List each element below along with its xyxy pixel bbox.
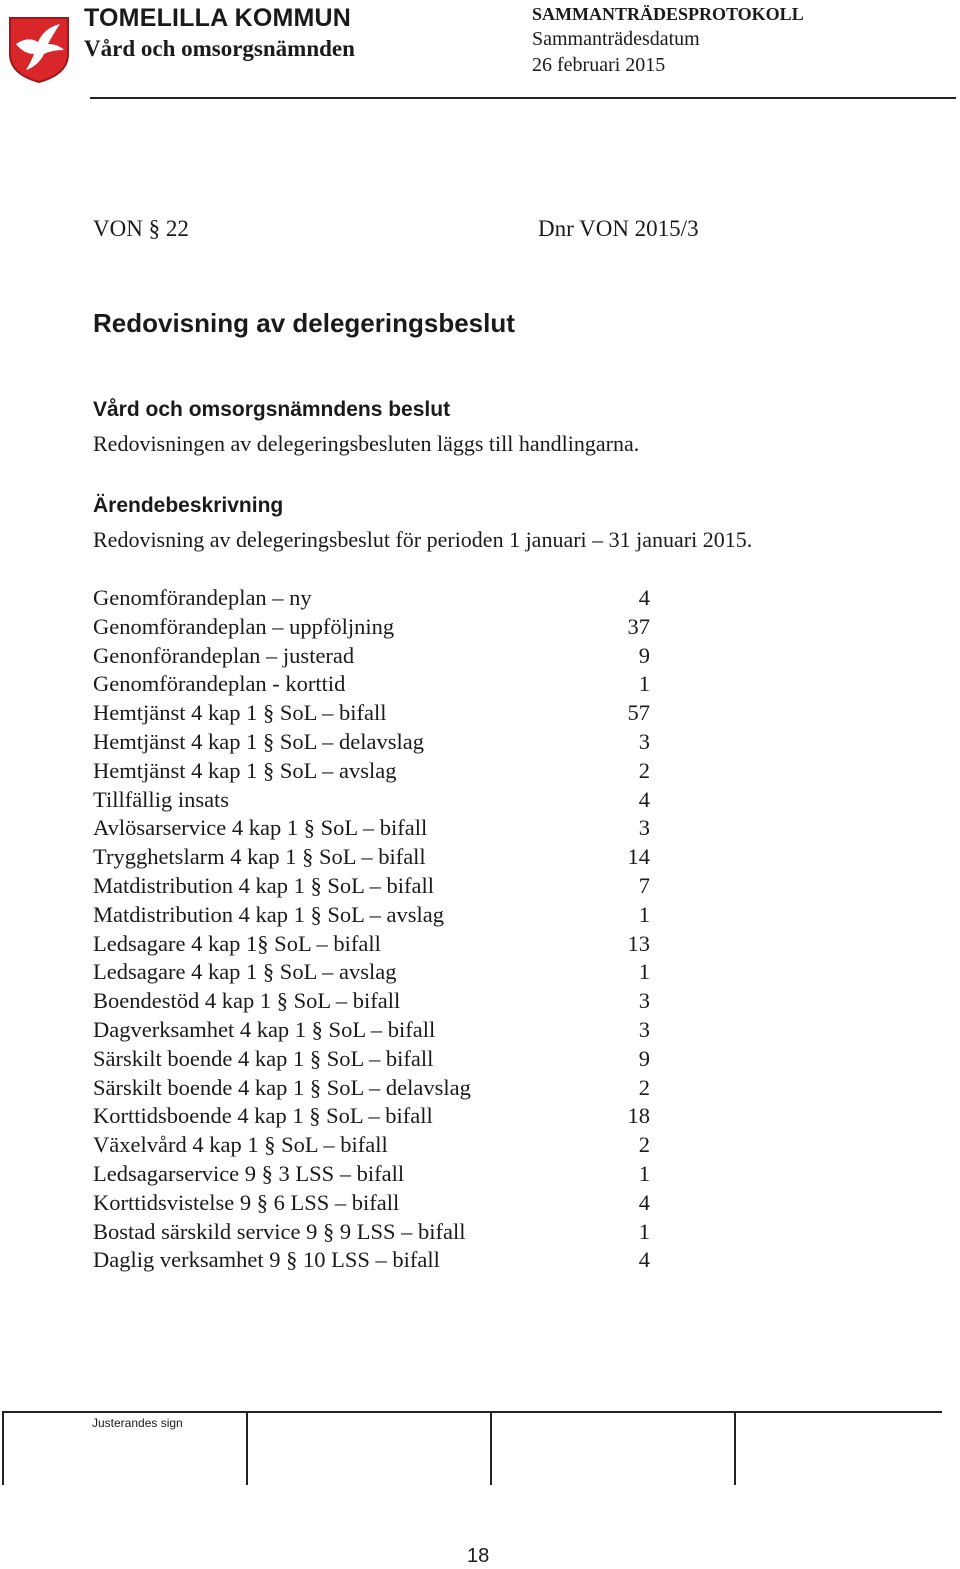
decision-label: Genomförandeplan - korttid: [93, 671, 346, 697]
decision-heading: Vård och omsorgsnämndens beslut: [93, 398, 451, 421]
decision-count: 14: [627, 844, 650, 870]
decision-count: 3: [638, 815, 650, 841]
decision-list: [93, 584, 663, 1275]
signature-label: Justerandes sign: [92, 1416, 183, 1430]
meeting-date: 26 februari 2015: [532, 54, 666, 76]
decision-label: Matdistribution 4 kap 1 § SoL – bifall: [93, 872, 435, 898]
list-item: [93, 728, 663, 757]
decision-label: Boendestöd 4 kap 1 § SoL – bifall: [93, 988, 401, 1014]
signature-cell: [734, 1413, 940, 1485]
list-item: [93, 1189, 663, 1218]
list-item: [93, 613, 663, 642]
decision-label: Genomförandeplan – uppföljning: [93, 613, 395, 639]
list-item: [93, 1016, 663, 1045]
decision-label: Dagverksamhet 4 kap 1 § SoL – bifall: [93, 1016, 436, 1042]
list-item: [93, 930, 663, 959]
decision-count: 3: [638, 1016, 650, 1042]
decision-count: 3: [638, 988, 650, 1014]
decision-label: Matdistribution 4 kap 1 § SoL – avslag: [93, 901, 445, 927]
protocol-title: SAMMANTRÄDESPROTOKOLL: [532, 4, 804, 24]
decision-count: 4: [638, 1189, 650, 1215]
section-reference: VON § 22: [93, 216, 189, 241]
list-item: [93, 1246, 663, 1275]
list-item: [93, 843, 663, 872]
organization-name: TOMELILLA KOMMUN: [84, 4, 352, 32]
list-item: [93, 1045, 663, 1074]
list-item: [93, 1131, 663, 1160]
decision-count: 9: [638, 642, 650, 668]
case-number: Dnr VON 2015/3: [538, 216, 699, 241]
decision-label: Avlösarservice 4 kap 1 § SoL – bifall: [93, 815, 428, 841]
decision-label: Bostad särskild service 9 § 9 LSS – bifall: [93, 1218, 466, 1244]
decision-count: 2: [638, 1132, 650, 1158]
signature-cell: [2, 1413, 246, 1485]
decision-count: 37: [627, 613, 650, 639]
header-divider: [90, 97, 956, 99]
decision-label: Växelvård 4 kap 1 § SoL – bifall: [93, 1132, 388, 1158]
list-item: [93, 642, 663, 671]
decision-count: 7: [638, 872, 650, 898]
list-item: [93, 1074, 663, 1103]
decision-count: 9: [638, 1045, 650, 1071]
list-item: [93, 987, 663, 1016]
decision-count: 4: [638, 786, 650, 812]
signature-boxes: [2, 1411, 942, 1485]
signature-cell: [490, 1413, 734, 1485]
list-item: [93, 1160, 663, 1189]
list-item: [93, 901, 663, 930]
decision-label: Genonförandeplan – justerad: [93, 642, 355, 668]
list-item: [93, 786, 663, 815]
decision-text: Redovisningen av delegeringsbesluten läggs till handlingarna.: [93, 431, 640, 456]
decision-label: Särskilt boende 4 kap 1 § SoL – bifall: [93, 1045, 434, 1071]
decision-label: Hemtjänst 4 kap 1 § SoL – bifall: [93, 700, 387, 726]
list-item: [93, 814, 663, 843]
decision-label: Hemtjänst 4 kap 1 § SoL – delavslag: [93, 728, 424, 754]
decision-label: Ledsagare 4 kap 1 § SoL – avslag: [93, 959, 397, 985]
decision-count: 1: [638, 901, 650, 927]
decision-count: 4: [638, 585, 650, 610]
decision-label: Tillfällig insats: [93, 786, 230, 812]
list-item: [93, 872, 663, 901]
decision-label: Daglig verksamhet 9 § 10 LSS – bifall: [93, 1247, 440, 1273]
list-item: [93, 958, 663, 987]
decision-count: 2: [638, 757, 650, 783]
list-item: [93, 757, 663, 786]
decision-count: 1: [638, 671, 650, 697]
decision-label: Korttidsvistelse 9 § 6 LSS – bifall: [93, 1189, 400, 1215]
description-heading: Ärendebeskrivning: [93, 494, 284, 517]
list-item: [93, 1102, 663, 1131]
decision-count: 13: [627, 930, 650, 956]
list-item: [93, 699, 663, 728]
meeting-date-label: Sammanträdesdatum: [532, 28, 700, 50]
decision-label: Trygghetslarm 4 kap 1 § SoL – bifall: [93, 844, 426, 870]
decision-count: 3: [638, 728, 650, 754]
shield-bird-icon: [8, 14, 70, 84]
page-number: 18: [467, 1545, 490, 1567]
decision-count: 18: [627, 1103, 650, 1129]
municipality-logo: [8, 14, 70, 84]
list-item: [93, 1218, 663, 1247]
decision-count: 1: [638, 1160, 650, 1186]
decision-label: Korttidsboende 4 kap 1 § SoL – bifall: [93, 1103, 433, 1129]
decision-count: 1: [638, 1218, 650, 1244]
description-text: Redovisning av delegeringsbeslut för perioden 1 januari – 31 januari 2015.: [93, 527, 753, 552]
decision-count: 2: [638, 1074, 650, 1100]
signature-cell: [246, 1413, 490, 1485]
page-title: Redovisning av delegeringsbeslut: [93, 308, 515, 338]
decision-count: 1: [638, 959, 650, 985]
list-item: [93, 670, 663, 699]
decision-label: Särskilt boende 4 kap 1 § SoL – delavslag: [93, 1074, 471, 1100]
list-item: [93, 584, 663, 613]
decision-label: Genomförandeplan – ny: [93, 585, 312, 610]
decision-count: 57: [627, 700, 650, 726]
decision-count: 4: [638, 1247, 650, 1273]
board-name: Vård och omsorgsnämnden: [84, 36, 355, 61]
decision-label: Hemtjänst 4 kap 1 § SoL – avslag: [93, 757, 397, 783]
decision-label: Ledsagarservice 9 § 3 LSS – bifall: [93, 1160, 405, 1186]
decision-label: Ledsagare 4 kap 1§ SoL – bifall: [93, 930, 381, 956]
